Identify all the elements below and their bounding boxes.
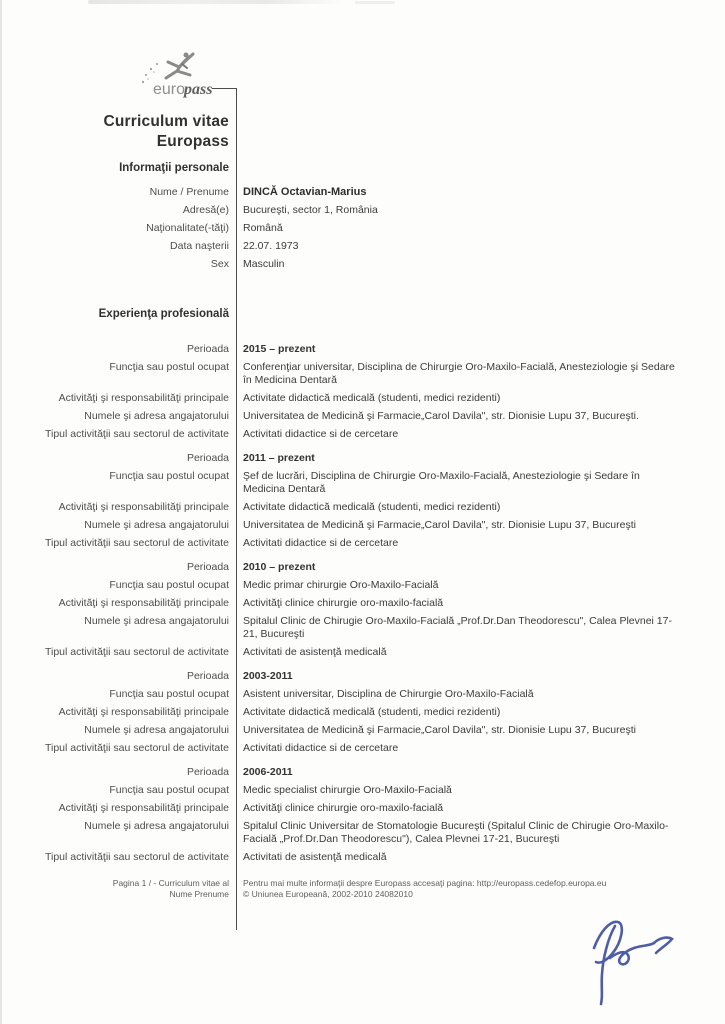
job-activities-row — [0, 597, 725, 610]
employer-label: Numele şi adresa angajatorului — [84, 615, 229, 627]
employer-value: Universitatea de Medicină şi Farmacie„Carol Davila", str. Dionisie Lupu 37, Bucureşti — [243, 724, 636, 736]
employer-label: Numele şi adresa angajatorului — [84, 410, 229, 422]
job-position-row — [0, 470, 725, 496]
period-value: 2003-2011 — [243, 670, 293, 682]
personal-sex-row — [0, 258, 725, 271]
job-period-row — [0, 670, 725, 683]
job-entry — [0, 670, 725, 755]
position-label: Funcţia sau postul ocupat — [109, 579, 229, 591]
job-period-row — [0, 452, 725, 465]
section-personal-heading: Informaţii personale — [119, 162, 229, 174]
period-value: 2006-2011 — [243, 766, 293, 778]
sector-value: Activitati didactice si de cercetare — [243, 537, 399, 549]
job-employer-row — [0, 724, 725, 737]
signature — [548, 908, 718, 1018]
activities-value: Activităţi clinice chirurgie oro-maxilo-facială — [243, 597, 444, 609]
employer-value: Spitalul Clinic de Chirugie Oro-Maxilo-Facială „Prof.Dr.Dan Theodorescu", Calea Plevnei 17-21, Bucureşti — [243, 615, 672, 640]
job-entry — [0, 343, 725, 441]
job-period-row — [0, 561, 725, 574]
period-value: 2015 – prezent — [243, 343, 316, 355]
cv-title — [0, 112, 236, 152]
cv-title-line2: Europass — [156, 133, 229, 150]
sector-label: Tipul activităţii sau sectorul de activitate — [44, 742, 229, 754]
position-value: Şef de lucrări, Disciplina de Chirurgie Oro-Maxilo-Facială, Anesteziologie şi Sedare în Medicina Dentară — [243, 470, 640, 495]
job-employer-row — [0, 410, 725, 423]
position-label: Funcţia sau postul ocupat — [109, 688, 229, 700]
footer-info-line2: © Uniunea Europeană, 2002-2010 24082010 — [243, 889, 413, 899]
sector-value: Activitati didactice si de cercetare — [243, 428, 399, 440]
nationality-label: Naţionalitate(-tăţi) — [146, 222, 229, 234]
page-footer — [0, 878, 725, 900]
personal-name-row — [0, 186, 725, 199]
scan-artifact — [88, 0, 343, 4]
job-position-row — [0, 688, 725, 701]
activities-label: Activităţi şi responsabilităţi principale — [58, 597, 229, 609]
personal-birthdate-row — [0, 240, 725, 253]
job-position-row — [0, 579, 725, 592]
position-label: Funcţia sau postul ocupat — [109, 784, 229, 796]
job-entry — [0, 561, 725, 659]
job-employer-row — [0, 615, 725, 641]
employer-label: Numele şi adresa angajatorului — [84, 724, 229, 736]
brand-euro: euro — [153, 81, 186, 98]
activities-label: Activităţi şi responsabilităţi principale — [58, 706, 229, 718]
position-value: Asistent universitar, Disciplina de Chirurgie Oro-Maxilo-Facială — [243, 688, 534, 700]
job-sector-row — [0, 428, 725, 441]
scan-artifact — [355, 1, 395, 4]
europass-logo — [130, 48, 222, 104]
birthdate-label: Data naşterii — [170, 240, 229, 252]
sector-label: Tipul activităţii sau sectorul de activitate — [44, 646, 229, 658]
period-label: Perioada — [186, 561, 229, 573]
cv-content — [0, 112, 725, 900]
activities-label: Activităţi şi responsabilităţi principale — [58, 392, 229, 404]
brand-pass: pass — [184, 81, 213, 98]
period-value: 2011 – prezent — [243, 452, 315, 464]
sector-value: Activitati de asistenţă medicală — [243, 851, 387, 863]
job-sector-row — [0, 851, 725, 864]
job-activities-row — [0, 802, 725, 815]
cv-title-line1: Curriculum vitae — [103, 113, 229, 130]
activities-label: Activităţi şi responsabilităţi principale — [58, 501, 229, 513]
footer-page-line2: Nume Prenume — [169, 889, 229, 899]
sector-label: Tipul activităţii sau sectorul de activitate — [44, 537, 229, 549]
job-activities-row — [0, 501, 725, 514]
job-period-row — [0, 766, 725, 779]
job-sector-row — [0, 537, 725, 550]
footer-europass-info — [236, 878, 725, 900]
section-experience-heading: Experienţa profesională — [98, 308, 229, 320]
employer-label: Numele şi adresa angajatorului — [84, 820, 229, 832]
personal-address-row — [0, 204, 725, 217]
position-label: Funcţia sau postul ocupat — [109, 470, 229, 482]
nationality-value: Română — [243, 222, 283, 234]
job-period-row — [0, 343, 725, 356]
job-entry — [0, 452, 725, 550]
name-value: DINCĂ Octavian-Marius — [243, 186, 367, 198]
activities-value: Activităţi clinice chirurgie oro-maxilo-facială — [243, 802, 444, 814]
activities-value: Activitate didactică medicală (studenti, medici rezidenti) — [243, 501, 501, 513]
sector-value: Activitati de asistenţă medicală — [243, 646, 387, 658]
period-value: 2010 – prezent — [243, 561, 316, 573]
employer-value: Universitatea de Medicină şi Farmacie„Carol Davila", str. Dionisie Lupu 37, Bucureşti — [243, 519, 636, 531]
period-label: Perioada — [186, 670, 229, 682]
job-activities-row — [0, 392, 725, 405]
job-sector-row — [0, 742, 725, 755]
activities-value: Activitate didactică medicală (studenti, medici rezidenti) — [243, 706, 501, 718]
personal-nationality-row — [0, 222, 725, 235]
position-value: Conferenţiar universitar, Disciplina de Chirurgie Oro-Maxilo-Facială, Anesteziologie şi Sedare în Medicina Dentară — [243, 361, 675, 386]
address-label: Adresă(e) — [182, 204, 229, 216]
position-value: Medic specialist chirurgie Oro-Maxilo-Facială — [243, 784, 452, 796]
activities-value: Activitate didactică medicală (studenti, medici rezidenti) — [243, 392, 501, 404]
position-value: Medic primar chirurgie Oro-Maxilo-Facială — [243, 579, 439, 591]
job-employer-row — [0, 519, 725, 532]
sector-label: Tipul activităţii sau sectorul de activitate — [44, 428, 229, 440]
birthdate-value: 22.07. 1973 — [243, 240, 299, 252]
footer-page-line1: Pagina 1 / - Curriculum vitae al — [112, 878, 229, 888]
job-entry — [0, 766, 725, 864]
footer-page-info — [0, 878, 236, 900]
period-label: Perioada — [186, 766, 229, 778]
sector-label: Tipul activităţii sau sectorul de activitate — [44, 851, 229, 863]
activities-label: Activităţi şi responsabilităţi principale — [58, 802, 229, 814]
footer-info-line1: Pentru mai multe informaţii despre Europass accesaţi pagina: http://europass.cedefop.europa.eu — [243, 878, 607, 888]
employer-label: Numele şi adresa angajatorului — [84, 519, 229, 531]
period-label: Perioada — [186, 343, 229, 355]
logo-figure-icon — [130, 48, 222, 104]
position-label: Funcţia sau postul ocupat — [109, 361, 229, 373]
employer-value: Spitalul Clinic Universitar de Stomatologie Bucureşti (Spitalul Clinic de Chirugie Oro-Maxilo-Facială „Prof.Dr.Dan Theodorescu"), Calea Plevnei 17-21, Bucureşti — [243, 820, 669, 845]
sex-label: Sex — [210, 258, 229, 270]
job-position-row — [0, 784, 725, 797]
job-activities-row — [0, 706, 725, 719]
sector-value: Activitati didactice si de cercetare — [243, 742, 399, 754]
job-sector-row — [0, 646, 725, 659]
address-value: Bucureşti, sector 1, România — [243, 204, 378, 216]
job-employer-row — [0, 820, 725, 846]
sex-value: Masculin — [243, 258, 285, 270]
name-label: Nume / Prenume — [149, 186, 229, 198]
employer-value: Universitatea de Medicină şi Farmacie„Carol Davila", str. Dionisie Lupu 37, Bucureşti. — [243, 410, 639, 422]
job-position-row — [0, 361, 725, 387]
period-label: Perioada — [186, 452, 229, 464]
